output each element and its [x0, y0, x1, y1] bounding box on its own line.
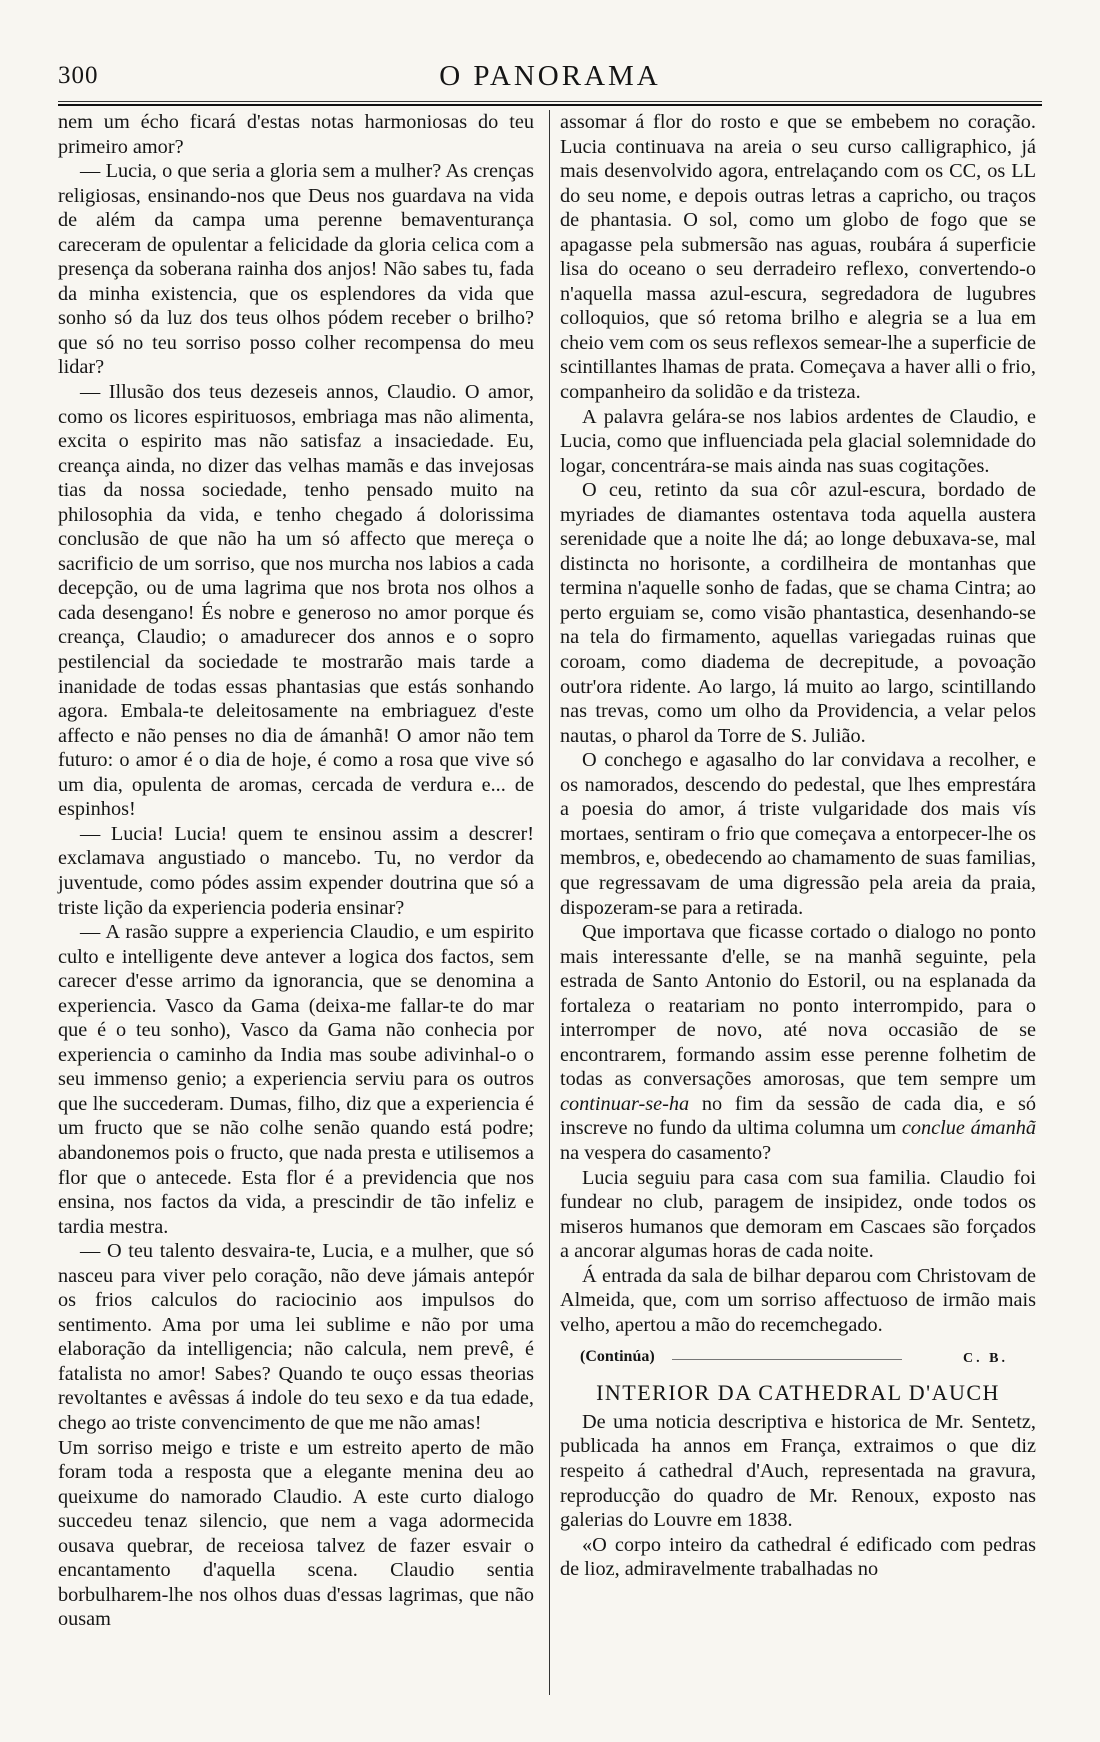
text-run: na vespera do casamento?: [560, 1141, 772, 1164]
italic-phrase: conclue ámanhã: [901, 1117, 1036, 1140]
paragraph: assomar á flor do rosto e que se embebem no coração. Lucia continuava na areia o seu curso calligraphico, já mais desenvolvido agora, entrelaçando com os CC, os LL do seu nome, e depois outras letras a capricho, ou traços de phantasia. O sol, como um globo de fogo que se apagasse pela submersão nas aguas, roubára á superficie lisa do oceano o seu derradeiro reflexo, convertendo-o n'aquella massa azul-escura, segredadora de lugubres colloquios, que só retoma brilho e alegria se a lua em cheio vem com os seus reflexos semear-lhe a superficie de scintillantes lhamas de prata. Começava a haver alli o frio, companheiro da solidão e da tristeza.: [560, 111, 1036, 404]
signature-rule: [672, 1359, 902, 1360]
continua-label: (Continúa): [580, 1348, 655, 1366]
journal-title: O PANORAMA: [439, 60, 661, 92]
column-divider: [549, 110, 550, 1695]
section-title: INTERIOR DA CATHEDRAL D'AUCH: [596, 1380, 1000, 1406]
paragraph: Á entrada da sala de bilhar deparou com Christovam de Almeida, que, com um sorriso affectuoso de irmão mais velho, apertou a mão do recemchegado.: [560, 1264, 1036, 1336]
header-rule-thin: [58, 101, 1042, 102]
paragraph: Um sorriso meigo e triste e um estreito aperto de mão foram toda a resposta que a elegante menina deu ao queixume do namorado Claudio. A este curto dialogo succedeu tenaz silencio, que nem a vaga adormecida ousava quebrar, de receiosa talvez de fazer esvair o encantamento d'aquella scena. Claudio sentia borbulharem-lhe nos olhos duas d'essas lagrimas, que não ousam: [58, 1436, 534, 1631]
continuation-line: [560, 1341, 1036, 1369]
paragraph: — O teu talento desvaira-te, Lucia, e a mulher, que só nasceu para viver pelo coração, não deve jámais antepór os frios calculos do raciocinio aos impulsos do sentimento. Ama por uma lei sublime e não por uma elaboração da intelligencia; não calcula, nem prevê, é fatalista no amor! Sabes? Quando te ouço essas theorias revoltantes e avêssas á indole do teu sexo e da tua edade, chego ao triste convencimento de que me não amas!: [58, 1240, 534, 1434]
paragraph: — Illusão dos teus dezeseis annos, Claudio. O amor, como os licores espirituosos, embriaga mas não alimenta, excita o espirito mas não satisfaz a insaciedade. Eu, creança ainda, no dizer das velhas mamãs e das invejosas tias da nossa sociedade, tenho pensado muito na philosophia da vida, e tenho chegado á dolorissima conclusão de que não ha um só affecto que mereça o sacrificio de um sorriso, que nos murcha nos labios a cada decepção, ou de uma lagrima que nos brota nos olhos a cada desengano! És nobre e generoso no amor porque és creança, Claudio; o amadurecer dos annos e o sopro pestilencial da sociedade te mostrarão mais tarde a inanidade de todas essas phantasias que estás sonhando agora. Embala-te deleitosamente na embriaguez d'este affecto e não penses no dia de ámanhã! O amor não tem futuro: o amor é o dia de hoje, é como a rosa que vive só um dia, opulenta de aromas, cercada de verdura e... de espinhos!: [58, 381, 534, 821]
text-run: no fim da sessão de cada dia, e só inscreve no fundo da ultima columna um: [560, 1092, 1036, 1140]
paragraph: «O corpo inteiro da cathedral é edificado com pedras de lioz, admiravelmente trabalhadas no: [560, 1533, 1036, 1581]
paragraph: De uma noticia descriptiva e historica de Mr. Sentetz, publicada ha annos em França, extraimos o que diz respeito á cathedral d'Auch, representada na gravura, reproducção do quadro de Mr. Renoux, exposto nas galerias do Louvre em 1838.: [560, 1410, 1036, 1532]
paragraph: nem um écho ficará d'estas notas harmoniosas do teu primeiro amor?: [58, 111, 534, 158]
right-column: [560, 110, 1036, 1582]
paragraph-with-italics: [560, 920, 1036, 1165]
page-header: [58, 58, 1042, 98]
paragraph: A palavra gelára-se nos labios ardentes de Claudio, e Lucia, como que influenciada pela glacial solemnidade do logar, concentrára-se mais ainda nas suas cogitações.: [560, 405, 1036, 477]
italic-phrase: continuar-se-ha: [560, 1092, 690, 1115]
left-column: [58, 110, 534, 1632]
paragraph: O conchego e agasalho do lar convidava a recolher, e os namorados, descendo do pedestal, que lhes emprestára a poesia do amor, á triste vulgaridade dos mais vís mortaes, sentiram o frio que começava a entorpecer-lhe os membros, e, obedecendo ao chamamento de suas familias, que regressavam de uma digressão pela areia da praia, dispozeram-se para a retirada.: [560, 749, 1036, 919]
paragraph: O ceu, retinto da sua côr azul-escura, bordado de myriades de diamantes ostentava toda aquella austera serenidade que a noite lhe dá; ao longe debuxava-se, mal distincta no horisonte, a cordilheira de montanhas que termina n'aquelle sonho de fadas, que se chama Cintra; ao perto erguiam se, como visão phantastica, desenhando-se na tela do firmamento, aquellas variegadas ruinas que coroam, como diadema de decrepitude, a povoação outr'ora ridente. Ao largo, lá muito ao largo, scintillando nas trevas, como um olho da Providencia, a velar pelos nautas, o pharol da Torre de S. Julião.: [560, 479, 1036, 747]
author-signature: C. B.: [963, 1351, 1008, 1367]
paragraph: Lucia seguiu para casa com sua familia. Claudio foi fundear no club, paragem de insipidez, onde todos os miseros humanos que demoram em Cascaes são forçados a ancorar algumas horas de cada noite.: [560, 1166, 1036, 1263]
paragraph: — A rasão suppre a experiencia Claudio, e um espirito culto e intelligente deve antever a logica dos factos, sem carecer d'esse arrimo da ignorancia, que se denomina a experiencia. Vasco da Gama (deixa-me fallar-te do mar que é o teu sonho), Vasco da Gama não conhecia por experiencia o caminho da India mas soube adivinhal-o o seu immenso genio; a experiencia serviu para os outros que lhe succederam. Dumas, filho, diz que a experiencia é um fructo que se não colhe senão quando está podre; abandonemos pois o fructo, que nada presta e utilisemos a flor que o antecede. Esta flor é a previdencia que nos ensina, nos factos da vida, a prescindir de tão infeliz e tardia mestra.: [58, 921, 534, 1238]
paragraph: — Lucia, o que seria a gloria sem a mulher? As crenças religiosas, ensinando-nos que Deus nos guardava na vida de além da campa uma perenne bemaventurança careceram de opulentar a felicidade da gloria celica com a presença da soberana rainha dos anjos! Não sabes tu, fada da minha existencia, que os esplendores da vida que sonho só da luz dos teus olhos pódem receber o brilho? que só no teu sorriso posso colher recompensa do meu lidar?: [58, 160, 534, 379]
text-run: Que importava que ficasse cortado o dialogo no ponto mais interessante d'elle, se na manhã seguinte, pela estrada de Santo Antonio do Estoril, ou na esplanada da fortaleza o reatariam no ponto interrompido, para o interromper de novo, até nova occasião de se encontrarem, formando assim esse perenne folhetim de todas as conversações amorosas, que tem sempre um: [560, 921, 1036, 1091]
paragraph: — Lucia! Lucia! quem te ensinou assim a descrer! exclamava angustiado o mancebo. Tu, no verdor da juventude, como pódes assim expender doutrina que só a triste lição da experiencia poderia ensinar?: [58, 822, 534, 919]
header-rule-thick: [58, 104, 1042, 106]
page-number: 300: [58, 62, 99, 89]
